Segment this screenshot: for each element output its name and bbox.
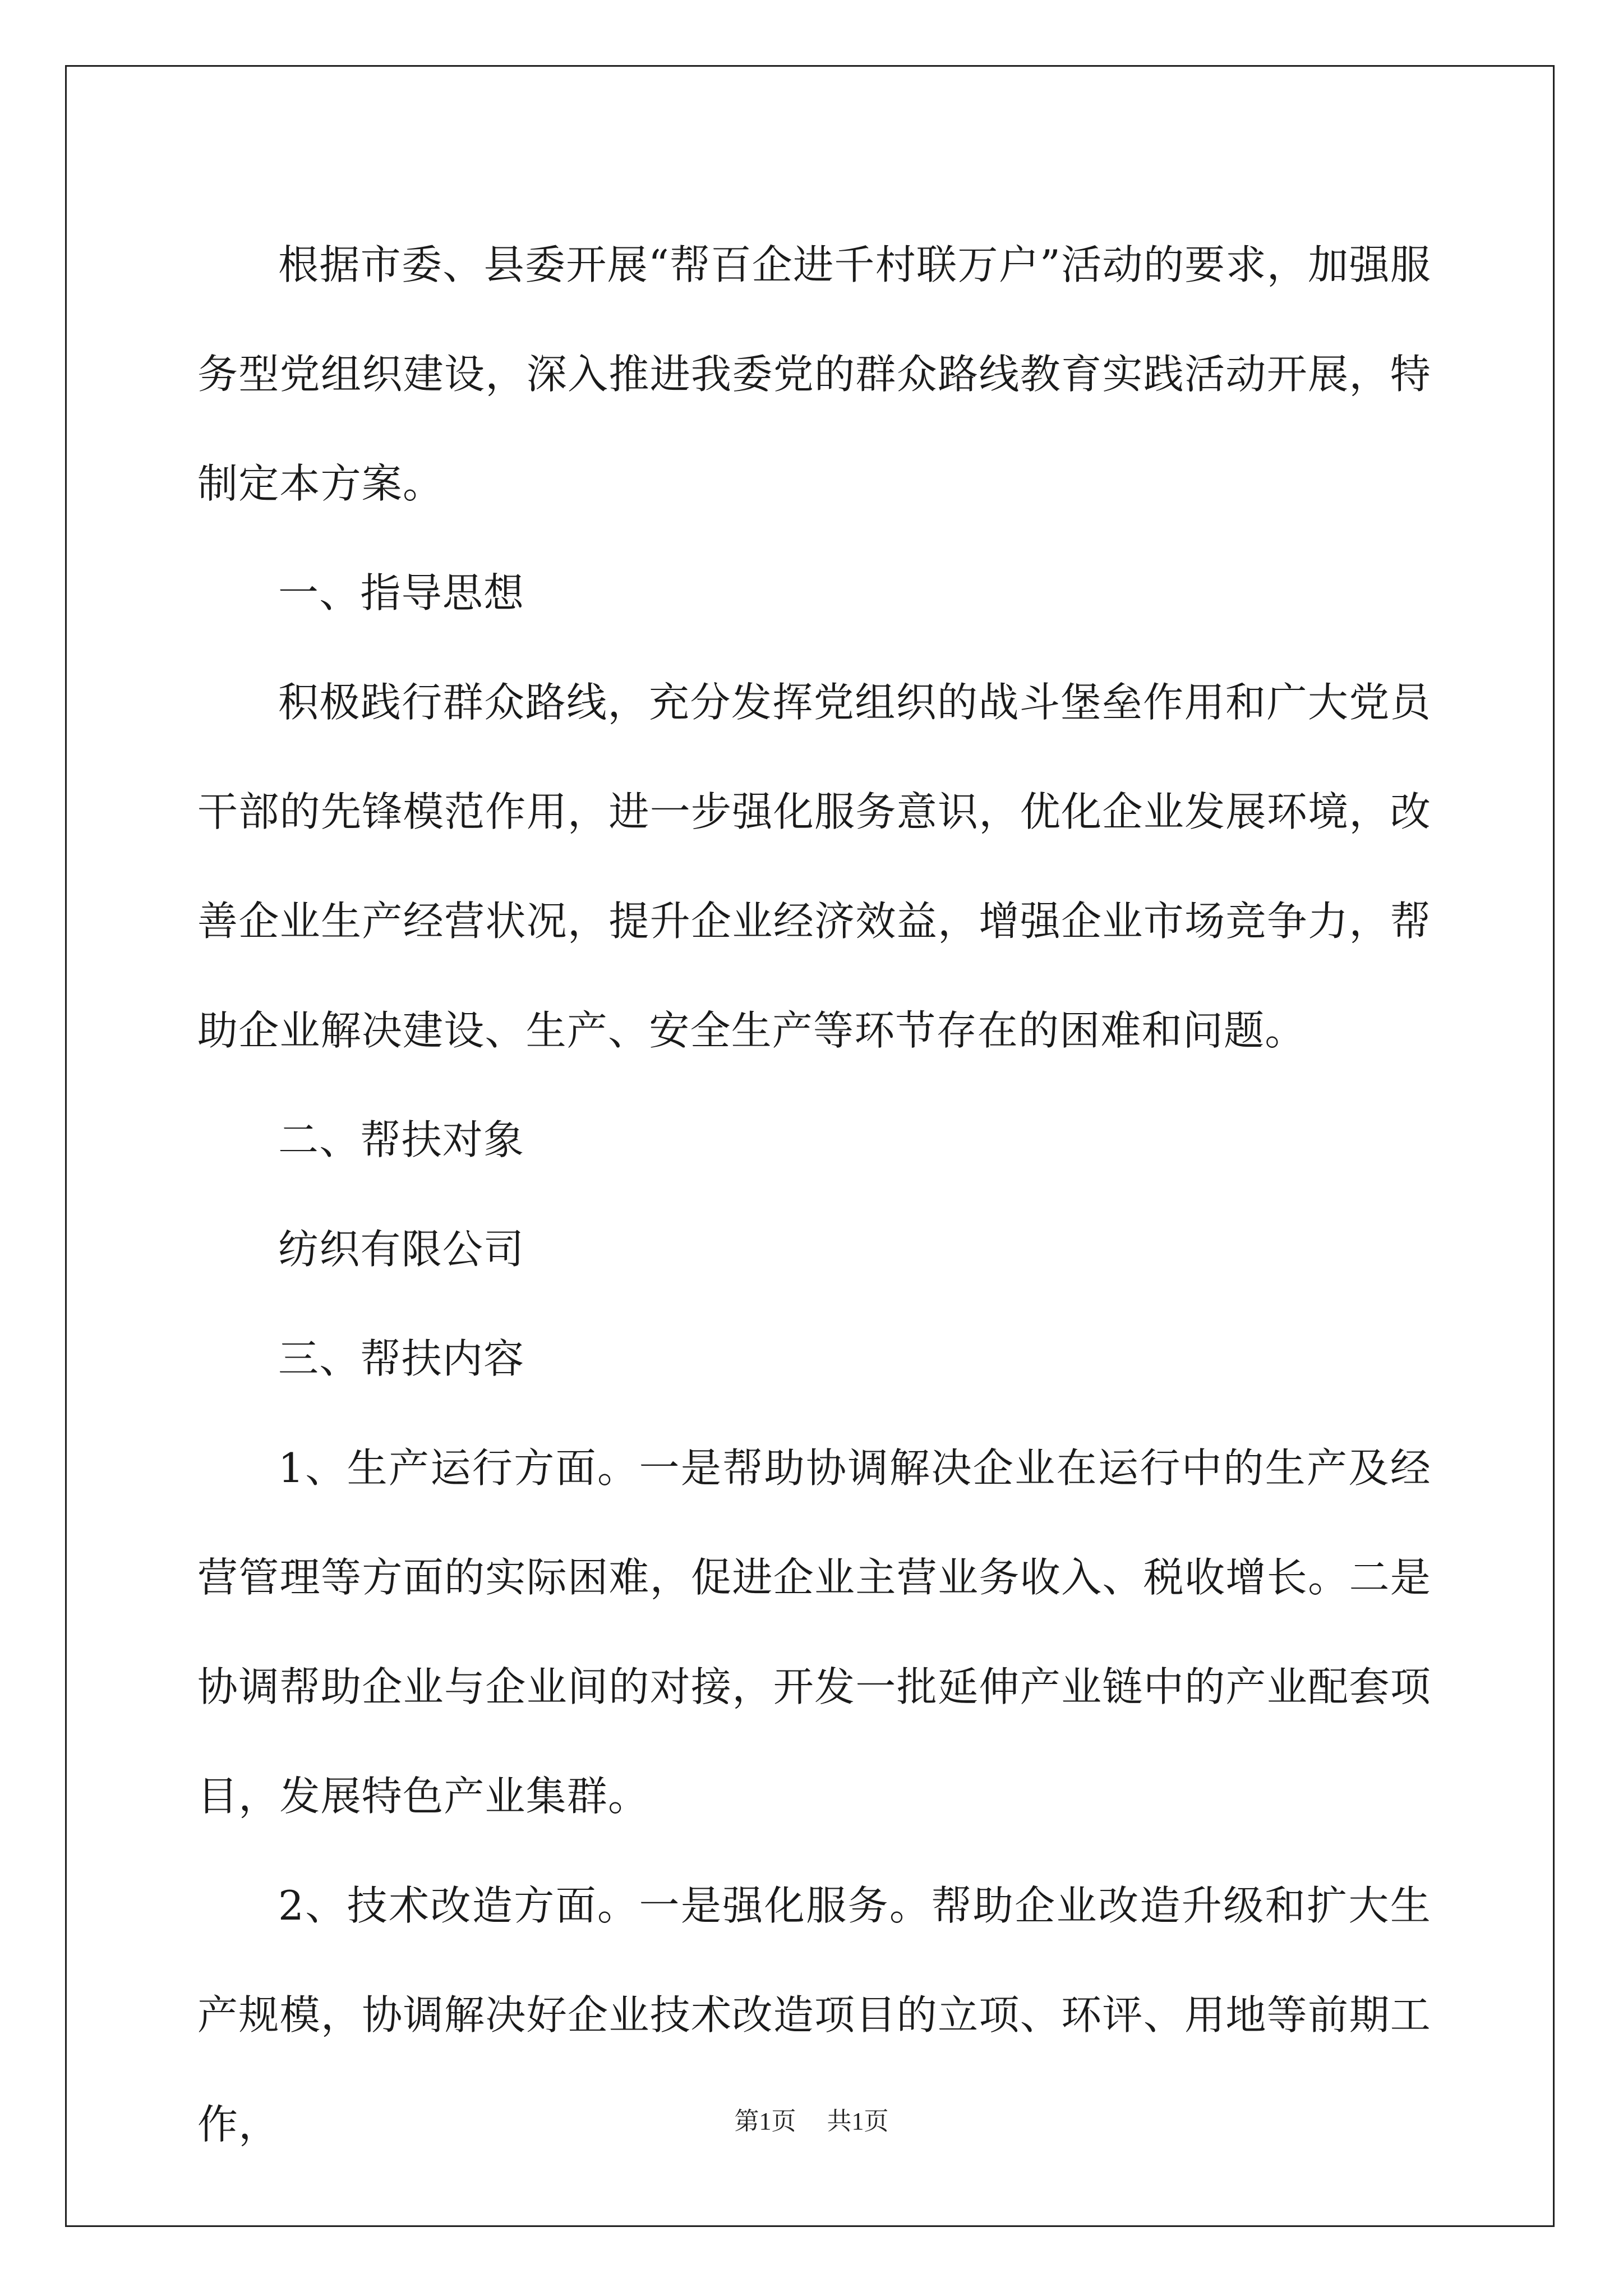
paragraph-assistance-target: 纺织有限公司 <box>278 1226 525 1273</box>
page-footer <box>0 2101 1623 2137</box>
heading-guiding-ideology: 一、指导思想 <box>278 569 525 616</box>
heading-assistance-content: 三、帮扶内容 <box>278 1335 525 1382</box>
page-number: 第1页 <box>734 2108 796 2135</box>
page-total: 共1页 <box>827 2108 889 2135</box>
paragraph-technical-transformation: 2、技术改造方面。一是强化服务。帮助企业改造升级和扩大生产规模，协调解决好企业技术改造项目的立项、环评、用地等前期工作， <box>197 1882 1431 2148</box>
paragraph-guiding-ideology: 积极践行群众路线，充分发挥党组织的战斗堡垒作用和广大党员干部的先锋模范作用，进一步强化服务意识，优化企业发展环境，改善企业生产经营状况，提升企业经济效益，增强企业市场竞争力，帮助企业解决建设、生产、安全生产等环节存在的困难和问题。 <box>197 679 1431 1054</box>
paragraph-production-operation: 1、生产运行方面。一是帮助协调解决企业在运行中的生产及经营管理等方面的实际困难，促进企业主营业务收入、税收增长。二是协调帮助企业与企业间的对接，开发一批延伸产业链中的产业配套项目，发展特色产业集群。 <box>197 1444 1431 1820</box>
heading-assistance-target: 二、帮扶对象 <box>278 1116 525 1163</box>
document-body <box>197 210 1431 2179</box>
paragraph-intro: 根据市委、县委开展“帮百企进千村联万户”活动的要求，加强服务型党组织建设，深入推进我委党的群众路线教育实践活动开展，特制定本方案。 <box>197 241 1431 507</box>
